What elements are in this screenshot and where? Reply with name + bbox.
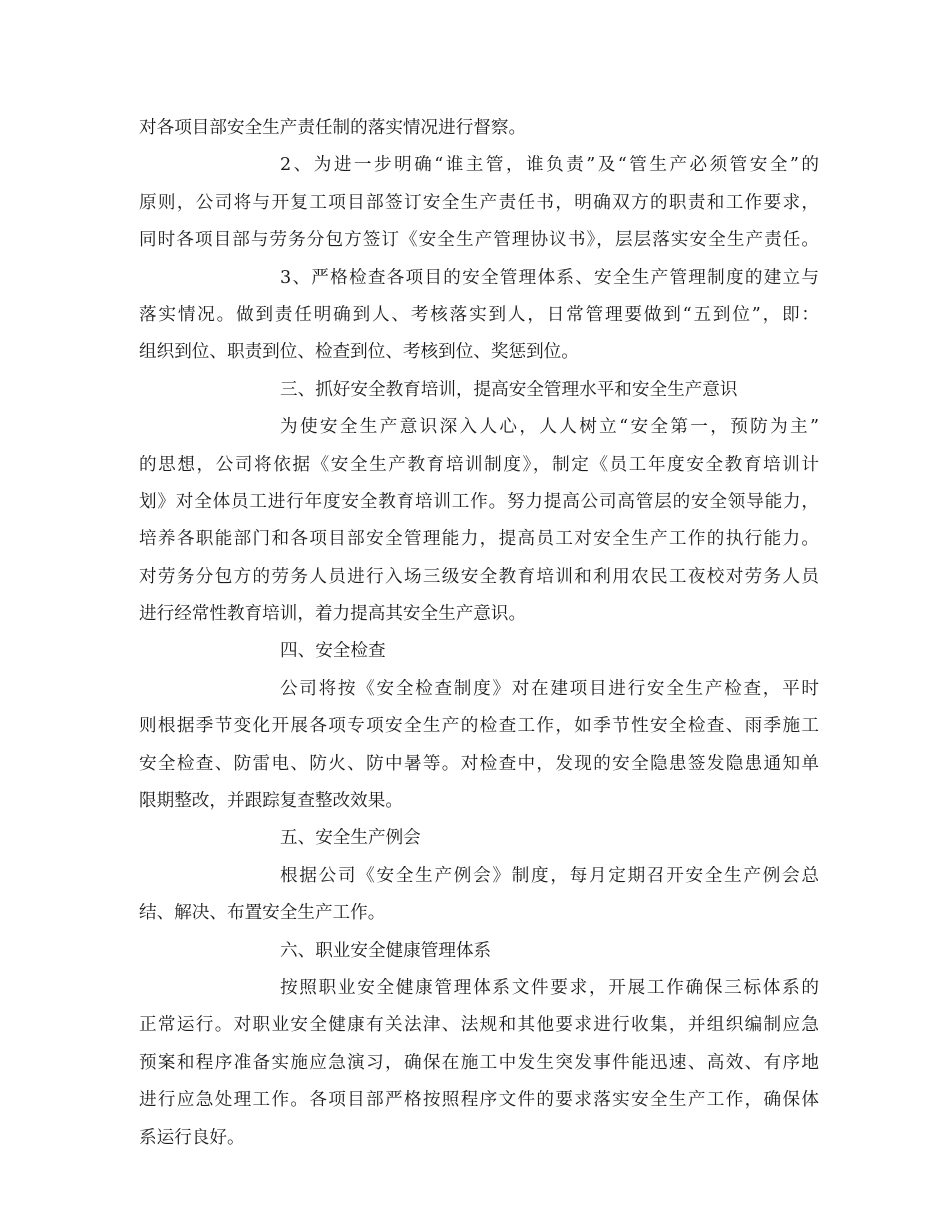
- body-line: 进行经常性教育培训，着力提高其安全生产意识。: [139, 604, 527, 625]
- body-line: 系运行良好。: [139, 1127, 245, 1148]
- body-line: 正常运行。对职业安全健康有关法津、法规和其他要求进行收集，并组织编制应急: [139, 1015, 819, 1036]
- paragraph-start-line: 为使安全生产意识深入人心，人人树立“安全第一，预防为主”: [280, 417, 819, 438]
- paragraph-start-line: 根据公司《安全生产例会》制度，每月定期召开安全生产例会总: [280, 865, 819, 886]
- paragraph-start-line: 按照职业安全健康管理体系文件要求，开展工作确保三标体系的: [280, 977, 819, 998]
- body-line: 原则，公司将与开复工项目部签订安全生产责任书，明确双方的职责和工作要求，: [139, 192, 819, 213]
- body-line: 同时各项目部与劳务分包方签订《安全生产管理协议书》，层层落实安全生产责任。: [139, 230, 819, 251]
- body-line: 培养各职能部门和各项目部安全管理能力，提高员工对安全生产工作的执行能力。: [139, 529, 819, 550]
- section-heading: 六、职业安全健康管理体系: [280, 940, 492, 961]
- section-heading: 三、抓好安全教育培训，提高安全管理水平和安全生产意识: [280, 379, 738, 400]
- section-heading: 五、安全生产例会: [280, 828, 421, 849]
- body-line: 落实情况。做到责任明确到人、考核落实到人，日常管理要做到“五到位”，即：: [139, 304, 819, 325]
- paragraph-start-line: 公司将按《安全检查制度》对在建项目进行安全生产检查，平时: [280, 678, 819, 699]
- body-line: 组织到位、职责到位、检查到位、考核到位、奖惩到位。: [139, 342, 579, 363]
- body-line: 限期整改，并跟踪复查整改效果。: [139, 791, 403, 812]
- body-line: 划》对全体员工进行年度安全教育培训工作。努力提高公司高管层的安全领导能力，: [139, 491, 819, 512]
- paragraph-start-line: 2、为进一步明确“谁主管，谁负责”及“管生产必须管安全”的: [280, 155, 819, 176]
- body-line: 预案和程序准备实施应急演习，确保在施工中发生突发事件能迅速、高效、有序地: [139, 1052, 819, 1073]
- body-line: 则根据季节变化开展各项专项安全生产的检查工作，如季节性安全检查、雨季施工: [139, 716, 819, 737]
- body-line: 进行应急处理工作。各项目部严格按照程序文件的要求落实安全生产工作，确保体: [139, 1090, 819, 1111]
- document-body: [139, 110, 819, 1157]
- body-line: 的思想，公司将依据《安全生产教育培训制度》，制定《员工年度安全教育培训计: [139, 454, 819, 475]
- body-line: 安全检查、防雷电、防火、防中暑等。对检查中，发现的安全隐患签发隐患通知单: [139, 753, 819, 774]
- body-line: 对各项目部安全生产责任制的落实情况进行督察。: [139, 118, 527, 138]
- body-line: 结、解决、布置安全生产工作。: [139, 903, 386, 924]
- section-heading: 四、安全检查: [280, 641, 386, 662]
- body-line: 对劳务分包方的劳务人员进行入场三级安全教育培训和利用农民工夜校对劳务人员: [139, 566, 819, 587]
- paragraph-start-line: 3、严格检查各项目的安全管理体系、安全生产管理制度的建立与: [280, 267, 819, 288]
